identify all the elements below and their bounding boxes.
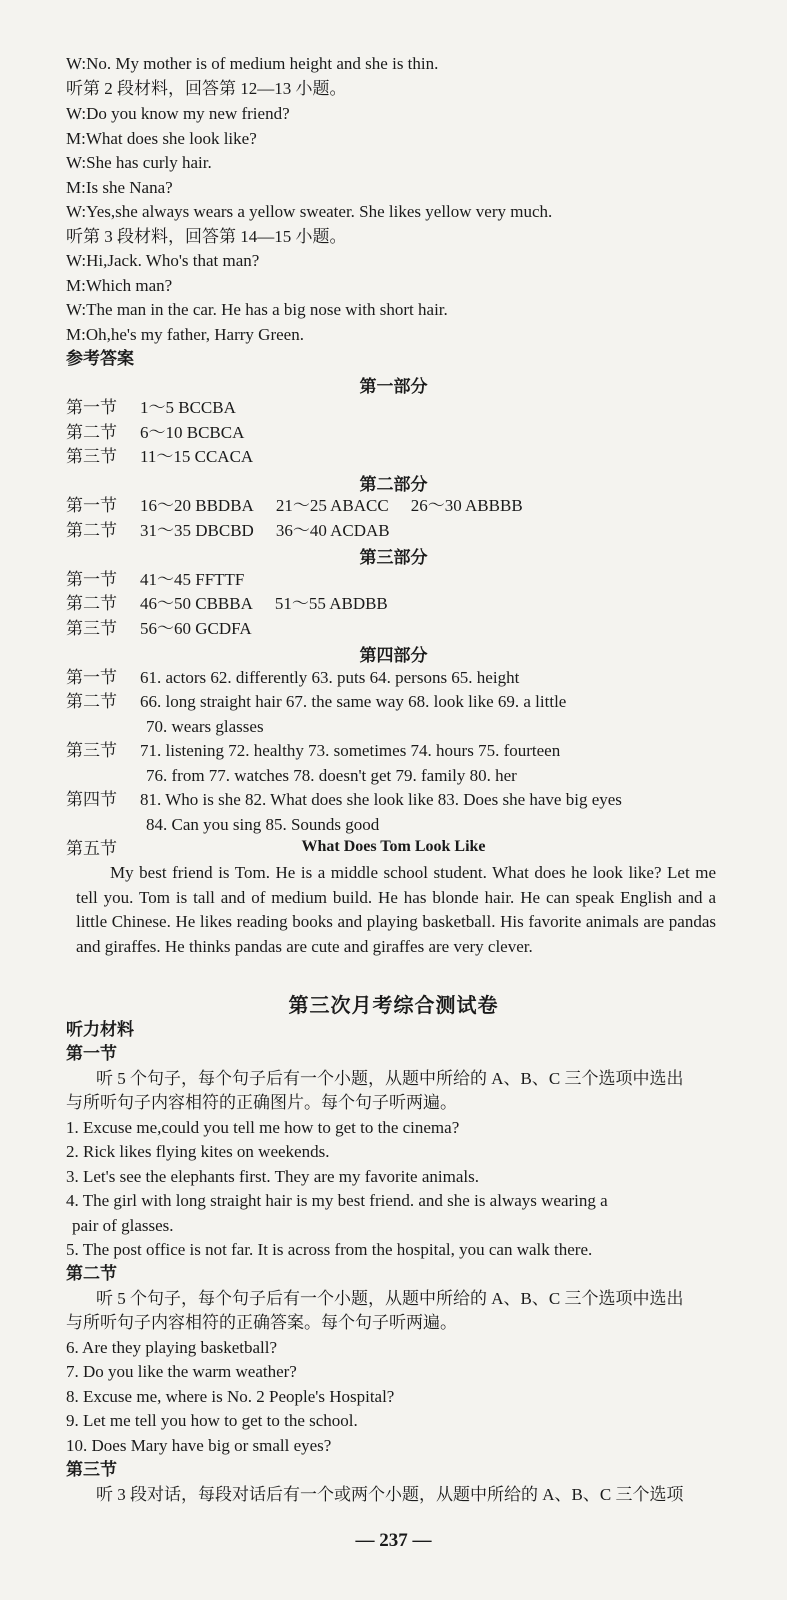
dialogue-line: 听第 2 段材料，回答第 12—13 小题。 [66,79,347,98]
listening-heading: 听力材料 [66,1020,134,1039]
answer-group: 11～15 CCACA [140,447,254,466]
list-item: 6. Are they playing basketball? [66,1338,278,1357]
dialogue-line: W:Hi,Jack. Who's that man? [66,251,260,270]
list-item: 9. Let me tell you how to get to the school. [66,1411,358,1430]
exam-title: 第三次月考综合测试卷 [288,995,499,1017]
list-item: 3. Let's see the elephants first. They are my favorite animals. [66,1167,479,1186]
list-item: 7. Do you like the warm weather? [66,1362,297,1381]
dialogue-line: W:No. My mother is of medium height and she is thin. [66,54,439,73]
answer-row-cont: 84. Can you sing 85. Sounds good [146,815,380,834]
answer-group: 1～5 BCCBA [140,398,236,417]
section-label: 第一节 [66,668,117,687]
answer-row [66,396,258,420]
section-label: 第三节 [66,741,117,760]
instruction-line: 与所听句子内容相符的正确图片。每个句子听两遍。 [66,1093,457,1112]
list-item: 1. Excuse me,could you tell me how to get to the cinema? [66,1118,460,1137]
part-title: 第二部分 [359,475,428,494]
section-label: 第五节 [66,839,117,858]
answer-row [66,421,266,445]
essay-paragraph [76,861,716,959]
page-number: — 237 — [355,1530,432,1551]
answer-group: 16～20 BBDBA [140,496,254,515]
answer-group: 21～25 ABACC [275,496,389,515]
answer-group: 6～10 BCBCA [140,423,245,442]
instruction-line: 听 5 个句子，每个句子后有一个小题，从题中所给的 A、B、C 三个选项中选出 [96,1069,684,1088]
list-item: 10. Does Mary have big or small eyes? [66,1436,332,1455]
section-label: 第一节 [66,496,117,515]
answer-row [66,739,560,763]
dialogue-line: W:Do you know my new friend? [66,104,290,123]
dialogue-line: W:She has curly hair. [66,153,212,172]
list-item: 8. Excuse me, where is No. 2 People's Hospital? [66,1387,395,1406]
section-label: 第四节 [66,790,117,809]
answer-row [66,592,410,616]
dialogue-line: M:Which man? [66,276,173,295]
section-heading: 第一节 [66,1044,117,1063]
answer-group: 41～45 FFTTF [140,570,245,589]
watermark-logo [620,1510,770,1590]
dialogue-line: M:What does she look like? [66,129,257,148]
dialogue-line: M:Is she Nana? [66,178,173,197]
answers-heading: 参考答案 [66,349,134,368]
section-label: 第一节 [66,398,117,417]
answer-row-cont: 70. wears glasses [146,717,264,736]
answer-group: 46～50 CBBBA [140,594,253,613]
part-title: 第三部分 [359,548,428,567]
answer-row-cont: 76. from 77. watches 78. doesn't get 79. family 80. her [146,766,517,785]
part-title: 第一部分 [359,377,428,396]
answer-text: 61. actors 62. differently 63. puts 64. persons 65. height [140,668,520,687]
part-title: 第四部分 [359,646,428,665]
dialogue-line: W:Yes,she always wears a yellow sweater. She likes yellow very much. [66,202,553,221]
instruction-line: 与所听句子内容相符的正确答案。每个句子听两遍。 [66,1313,457,1332]
list-item: 5. The post office is not far. It is across from the hospital, you can walk there. [66,1240,593,1259]
answer-row [66,666,519,690]
answer-text: 81. Who is she 82. What does she look like 83. Does she have big eyes [140,790,622,809]
dialogue-line: 听第 3 段材料，回答第 14—15 小题。 [66,227,347,246]
answer-row [66,788,622,812]
section-heading: 第二节 [66,1264,117,1283]
instruction-line: 听 5 个句子，每个句子后有一个小题，从题中所给的 A、B、C 三个选项中选出 [96,1289,684,1308]
answer-row [66,617,274,641]
section-label: 第一节 [66,570,117,589]
essay-text: My best friend is Tom. He is a middle school student. What does he look like? Let me tell you. Tom is tall and of medium build. He has blonde hair. He can speak English and a little Chinese. He likes reading books and playing basketball. His favorite animals are pandas and giraffes. He thinks pandas are cute and giraffes are very clever. [76,863,716,956]
instruction-line: 听 3 段对话，每段对话后有一个或两个小题，从题中所给的 A、B、C 三个选项 [96,1485,684,1504]
section-label: 第二节 [66,423,117,442]
answer-group: 31～35 DBCBD [140,521,254,540]
section-label: 第三节 [66,447,117,466]
answer-group: 36～40 ACDAB [275,521,390,540]
answer-row [66,494,545,518]
section-label: 第二节 [66,521,117,540]
answer-row [66,690,566,714]
list-item: pair of glasses. [72,1216,174,1235]
answer-text: 71. listening 72. healthy 73. sometimes 74. hours 75. fourteen [140,741,561,760]
answer-group: 51～55 ABDBB [274,594,388,613]
answer-group: 26～30 ABBBB [410,496,523,515]
dialogue-line: W:The man in the car. He has a big nose with short hair. [66,300,448,319]
answer-row [66,568,266,592]
dialogue-line: M:Oh,he's my father, Harry Green. [66,325,304,344]
section-label: 第二节 [66,594,117,613]
section-label: 第二节 [66,692,117,711]
section-label: 第三节 [66,619,117,638]
answer-row [66,445,275,469]
essay-title: What Does Tom Look Like [301,838,486,855]
answer-text: 66. long straight hair 67. the same way 68. look like 69. a little [140,692,567,711]
answer-group: 56～60 GCDFA [140,619,252,638]
answer-row [66,519,412,543]
list-item: 4. The girl with long straight hair is my best friend. and she is always wearing a [66,1191,608,1210]
list-item: 2. Rick likes flying kites on weekends. [66,1142,330,1161]
section-heading: 第三节 [66,1460,117,1479]
